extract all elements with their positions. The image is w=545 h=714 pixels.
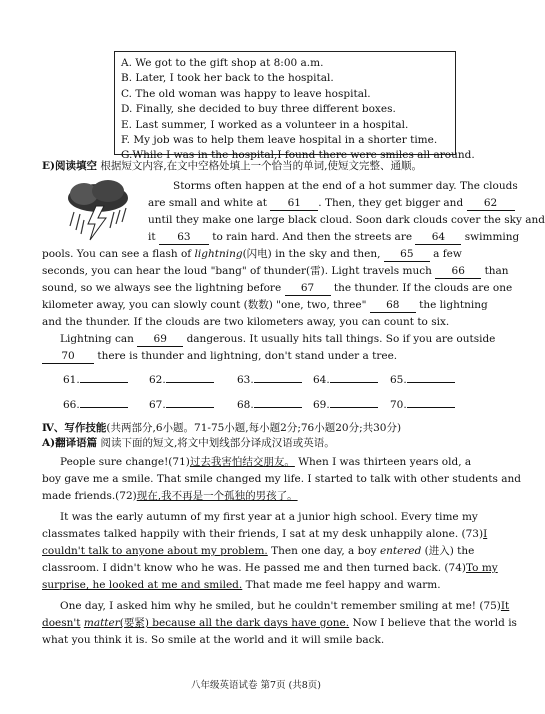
- answer-slot: [313, 399, 378, 411]
- option-a: A. We got to the gift shop at 8:00 a.m.: [121, 57, 324, 69]
- blank-70[interactable]: 70: [42, 349, 94, 364]
- translation-line-9: [60, 599, 509, 613]
- blank-65[interactable]: 65: [384, 247, 430, 262]
- answer-slot: [390, 374, 455, 386]
- option-b: B. Later, I took her back to the hospital.: [121, 72, 334, 85]
- option-e: E. Last summer, I worked as a volunteer in a hospital.: [121, 118, 409, 131]
- section-iv-a-label: A)翻译语篇: [42, 437, 98, 449]
- passage-line-5: [42, 247, 462, 262]
- translation-line-4: It was the early autumn of my first year at a junior high school. Every time my: [60, 511, 478, 523]
- answer-line[interactable]: [407, 407, 455, 408]
- passage-line-6: [42, 264, 509, 279]
- blank-67[interactable]: 67: [285, 281, 331, 296]
- blank-63[interactable]: 63: [159, 230, 209, 245]
- passage-line-1: Storms often happen at the end of a hot summer day. The clouds: [173, 180, 518, 192]
- answer-number: 67.: [149, 399, 166, 411]
- text: kilometer away, you can slowly count (数数) "one, two, three": [42, 299, 367, 311]
- underlined-text: (要紧) because all the dark days have gone.: [119, 617, 350, 629]
- blank-68[interactable]: 68: [370, 298, 416, 313]
- translation-line-6: [42, 544, 474, 558]
- answer-line[interactable]: [330, 382, 378, 383]
- answer-line[interactable]: [407, 382, 455, 383]
- text: it: [148, 231, 156, 243]
- answer-line[interactable]: [80, 382, 128, 383]
- text: dangerous. It usually hits tall things. So if you are outside: [186, 333, 496, 345]
- blank-61[interactable]: 61: [270, 196, 318, 211]
- option-g: G.While I was in the hospital,I found there were smiles all around.: [121, 149, 475, 162]
- section-iv-title: Ⅳ、写作技能: [42, 422, 107, 434]
- translation-line-5: [42, 527, 487, 541]
- answer-slot: [63, 399, 128, 411]
- translation-line-1: [60, 455, 471, 469]
- section-iv-a-instruction: 阅读下面的短文,将文中划线部分译成汉语或英语。: [100, 437, 335, 449]
- text: (进入) the: [424, 545, 475, 557]
- option-f: F. My job was to help them leave hospital in a shorter time.: [121, 134, 438, 147]
- answer-line[interactable]: [330, 407, 378, 408]
- text: classmates talked happily with their friends, I sat at my desk unhappily alone. (73): [42, 528, 484, 540]
- underlined-text: To my: [465, 562, 498, 574]
- text: (闪电) in the sky and then,: [242, 248, 381, 260]
- answer-line[interactable]: [166, 382, 214, 383]
- text: Then one day, a boy: [271, 545, 377, 557]
- text: pools. You can see a flash of: [42, 248, 192, 260]
- answer-number: 65.: [390, 374, 407, 386]
- answer-slot: [237, 399, 302, 411]
- passage-line-7: [42, 281, 512, 296]
- answer-line[interactable]: [80, 407, 128, 408]
- passage-line-8: [42, 298, 488, 313]
- text: . Then, they get bigger and: [318, 197, 464, 209]
- text: are small and white at: [148, 197, 267, 209]
- answer-number: 70.: [390, 399, 407, 411]
- text: the thunder. If the clouds are one: [333, 282, 513, 294]
- text: entered: [379, 545, 422, 557]
- blank-69[interactable]: 69: [137, 332, 183, 347]
- blank-64[interactable]: 64: [415, 230, 461, 245]
- underlined-text: It: [500, 600, 510, 612]
- text: Lightning can: [60, 333, 134, 345]
- underlined-text: I: [483, 528, 488, 540]
- section-e-heading: [42, 159, 422, 173]
- answer-slot: [149, 399, 214, 411]
- underlined-text: surprise, he looked at me and smiled.: [42, 579, 243, 591]
- answer-slot: [149, 374, 214, 386]
- underlined-text: couldn't talk to anyone about my problem.: [42, 545, 268, 557]
- text: When I was thirteen years old, a: [298, 456, 472, 468]
- text: to rain hard. And then the streets are: [212, 231, 413, 243]
- translation-line-8: [42, 578, 441, 592]
- translation-line-7: [42, 561, 498, 575]
- options-box: [114, 51, 475, 162]
- option-d: D. Finally, she decided to buy three different boxes.: [121, 103, 396, 116]
- section-e-label: E)阅读填空: [42, 160, 97, 172]
- underlined-text: 过去我害怕结交朋友。: [189, 456, 295, 468]
- answer-number: 66.: [63, 399, 80, 411]
- section-iv-a-heading: [42, 436, 335, 450]
- underlined-text: 现在,我不再是一个孤独的男孩了。: [136, 490, 298, 502]
- passage-line-11: [42, 349, 397, 364]
- passage-line-10: [60, 332, 495, 347]
- blank-62[interactable]: 62: [467, 196, 515, 211]
- translation-line-10: [42, 616, 517, 630]
- answer-slot: [237, 374, 302, 386]
- text: Now I believe that the world is: [352, 617, 517, 629]
- answer-slot: [63, 374, 128, 386]
- passage-line-2: [148, 196, 515, 211]
- text: That made me feel happy and warm.: [245, 579, 441, 591]
- section-iv-note: (共两部分,6小题。71-75小题,每小题2分;76小题20分;共30分): [106, 422, 402, 434]
- underlined-text: matter: [83, 617, 120, 629]
- passage-line-4: [148, 230, 519, 245]
- text: than: [484, 265, 509, 277]
- underlined-text: doesn't: [42, 617, 81, 629]
- passage-line-9: and the thunder. If the clouds are two kilometers away, you can count to six.: [42, 316, 450, 328]
- answer-number: 63.: [237, 374, 254, 386]
- text: People sure change!(71): [60, 456, 190, 468]
- text: sound, so we always see the lightning before: [42, 282, 282, 294]
- page-footer: 八年级英语试卷 第7页 (共8页): [190, 680, 322, 691]
- answer-number: 62.: [149, 374, 166, 386]
- text: a few: [433, 248, 462, 260]
- blank-66[interactable]: 66: [435, 264, 481, 279]
- answer-number: 69.: [313, 399, 330, 411]
- answer-slot: [313, 374, 378, 386]
- section-e-instruction: 根据短文内容,在文中空格处填上一个恰当的单词,使短文完整、通顺。: [100, 160, 423, 172]
- text: the lightning: [419, 299, 488, 311]
- text: seconds, you can hear the loud "bang" of thunder(雷). Light travels much: [42, 265, 432, 277]
- translation-line-2: boy gave me a smile. That smile changed my life. I started to talk with other students and: [42, 473, 521, 485]
- text: classroom. I didn't know who he was. He passed me and then turned back. (74): [42, 562, 466, 574]
- answer-slot: [390, 399, 455, 411]
- passage-line-3: until they make one large black cloud. Soon dark clouds cover the sky and: [148, 214, 545, 226]
- option-c: C. The old woman was happy to leave hospital.: [121, 87, 371, 100]
- answer-number: 61.: [63, 374, 80, 386]
- text: One day, I asked him why he smiled, but he couldn't remember smiling at me! (75): [60, 600, 501, 612]
- answer-line[interactable]: [254, 407, 302, 408]
- text: lightning: [194, 248, 243, 260]
- text: swimming: [464, 231, 520, 243]
- storm-cloud-icon: [62, 176, 134, 244]
- answer-line[interactable]: [166, 407, 214, 408]
- answer-number: 64.: [313, 374, 330, 386]
- section-iv-heading: [42, 421, 401, 435]
- answer-number: 68.: [237, 399, 254, 411]
- translation-line-11: what you think it is. So smile at the world and it will smile back.: [42, 634, 385, 646]
- answer-line[interactable]: [254, 382, 302, 383]
- translation-line-3: [42, 489, 298, 503]
- text: there is thunder and lightning, don't stand under a tree.: [97, 350, 398, 362]
- text: made friends.(72): [42, 490, 137, 502]
